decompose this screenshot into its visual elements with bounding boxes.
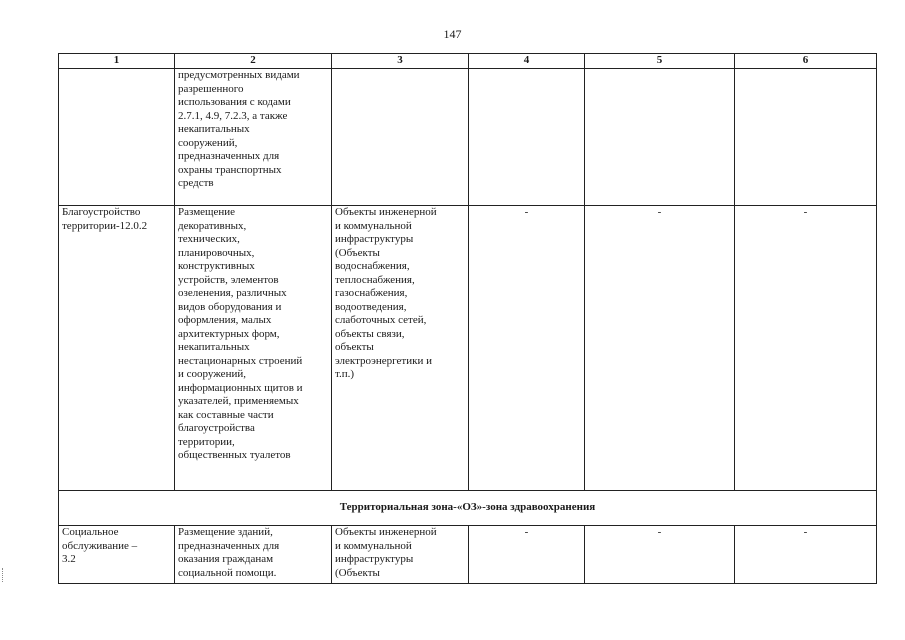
cell-auxiliary-use [332, 69, 469, 206]
page-number: 147 [443, 27, 462, 41]
column-header-3: 3 [332, 54, 469, 69]
column-header-5: 5 [585, 54, 735, 69]
cell-auxiliary-use: Объекты инженерной и коммунальной инфраструктуры (Объекты водоснабжения, теплоснабжения, газоснабжения, водоотведения, слаботочных сетей, объекты связи, объекты электроэнергетики и т.п.) [332, 206, 469, 491]
table-row-blagoustroystvo [59, 206, 877, 491]
column-header-6: 6 [735, 54, 877, 69]
cell-col4 [469, 69, 585, 206]
cell-col5: - [585, 206, 735, 491]
cell-col6: - [735, 526, 877, 584]
table-row-continued [59, 69, 877, 206]
zone-heading-row [59, 491, 877, 526]
column-header-2: 2 [175, 54, 332, 69]
cell-col4: - [469, 526, 585, 584]
cell-auxiliary-use: Объекты инженерной и коммунальной инфраструктуры (Объекты [332, 526, 469, 584]
cell-description: предусмотренных видами разрешенного использования с кодами 2.7.1, 4.9, 7.2.3, а также некапитальных сооружений, предназначенных для охраны транспортных средств [175, 69, 332, 206]
cell-col6 [735, 69, 877, 206]
cell-use-type: Социальное обслуживание – 3.2 [59, 526, 175, 584]
cell-use-type: Благоустройство территории-12.0.2 [59, 206, 175, 491]
land-use-table [58, 53, 877, 584]
cell-col6: - [735, 206, 877, 491]
cell-use-type [59, 69, 175, 206]
table-header-row [59, 54, 877, 69]
cell-col5 [585, 69, 735, 206]
column-header-1: 1 [59, 54, 175, 69]
zone-heading: Территориальная зона-«ОЗ»-зона здравоохранения [59, 491, 877, 526]
column-header-4: 4 [469, 54, 585, 69]
scan-margin-mark [2, 568, 9, 582]
cell-col5: - [585, 526, 735, 584]
table-row-social [59, 526, 877, 584]
cell-description: Размещение зданий, предназначенных для оказания гражданам социальной помощи. [175, 526, 332, 584]
cell-description: Размещение декоративных, технических, планировочных, конструктивных устройств, элементов озеленения, различных видов оборудования и оформления, малых архитектурных форм, некапитальных нестационарных строений и сооружений, информационных щитов и указателей, применяемых как составные части благоустройства территории, общественных туалетов [175, 206, 332, 491]
cell-col4: - [469, 206, 585, 491]
